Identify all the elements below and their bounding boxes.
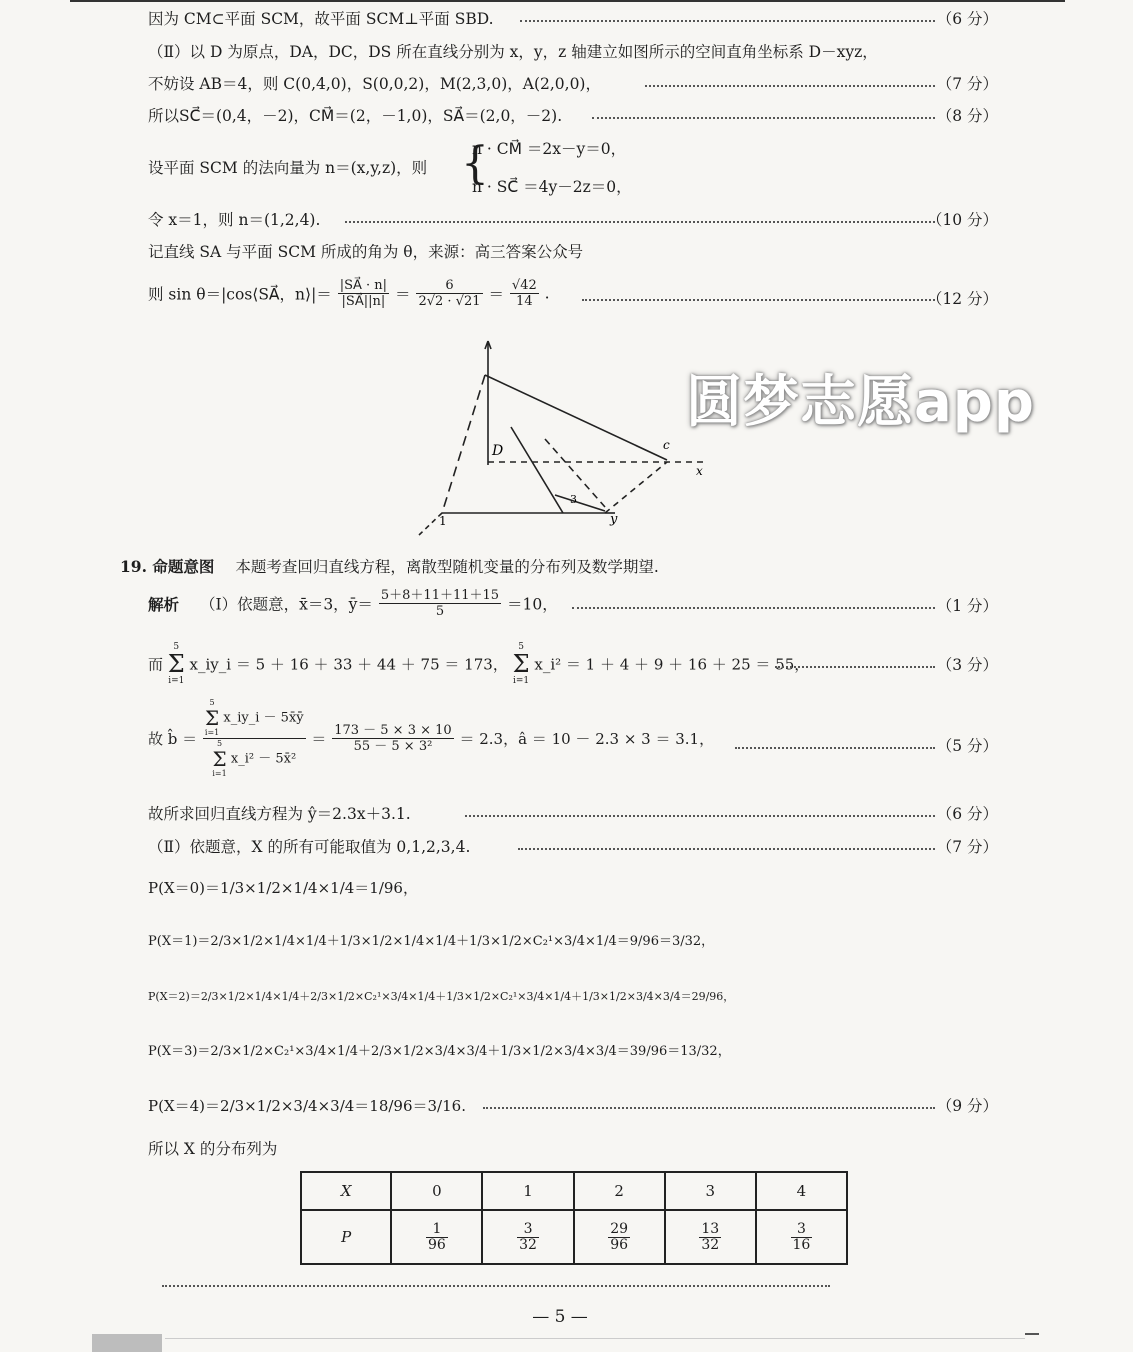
line-5: 设平面 SCM 的法向量为 n＝(x,y,z)，则 [148, 159, 428, 177]
line-7: 记直线 SA 与平面 SCM 所成的角为 θ，来源：高三答案公众号 [148, 243, 584, 261]
score-s3: （5 分） [936, 737, 998, 755]
sigma-icon: 5 Σ i=1 [204, 698, 220, 737]
fraction [608, 1222, 630, 1253]
numerator: 6 [416, 278, 482, 294]
dot-leader [592, 117, 935, 119]
top-rule [70, 0, 1065, 2]
score-p4: （9 分） [936, 1097, 998, 1115]
score-s2: （3 分） [936, 656, 998, 674]
label-d: D [492, 443, 504, 459]
table-row [301, 1172, 847, 1210]
watermark: 圆梦志愿app [686, 370, 1035, 435]
dot-leader [465, 815, 935, 817]
text: ＝10， [506, 595, 558, 614]
fraction [426, 1222, 448, 1253]
jiexi-label: 解析 [148, 594, 180, 614]
numerator: 29 [610, 1220, 629, 1237]
numerator: 3 [791, 1222, 813, 1238]
denominator: 16 [792, 1236, 811, 1253]
question-intent: 本题考查回归直线方程，离散型随机变量的分布列及数学期望. [235, 558, 659, 576]
system-eq-1: n · CM⃗ ＝2x－y＝0， [472, 140, 627, 158]
prob-x1: P(X＝1)＝2/3×1/2×1/4×1/4＋1/3×1/2×1/4×1/4＋1/3×1/2×C₂¹×3/4×1/4＝9/96＝3/32， [148, 934, 715, 949]
edge-sc [485, 375, 667, 460]
edge-sm [511, 427, 563, 513]
denominator: 2√2 · √21 [418, 294, 481, 309]
numerator: 1 [426, 1222, 448, 1238]
geometry-figure [405, 335, 715, 545]
text: 故 b̂ ＝ [148, 730, 198, 748]
sigma-icon: 5 Σ i=1 [212, 739, 227, 778]
line-1: 因为 CM⊂平面 SCM，故平面 SCM⊥平面 SBD. [148, 10, 494, 28]
denominator: 96 [610, 1236, 629, 1253]
fraction [517, 1222, 539, 1253]
table-cell [756, 1210, 847, 1264]
denominator: 14 [516, 294, 533, 309]
text: x_iy_i － 5x̄ȳ [223, 710, 304, 726]
footer-block [92, 1334, 162, 1352]
numerator [203, 698, 306, 739]
text: x_iy_i ＝ 5 ＋ 16 ＋ 33 ＋ 44 ＋ 75 ＝ 173， [189, 655, 508, 674]
fraction [203, 698, 306, 779]
score-s1: （1 分） [936, 597, 998, 615]
page-number: — 5 — [532, 1307, 588, 1327]
line-6: 令 x＝1，则 n＝(1,2,4). [148, 211, 321, 229]
score-4: （8 分） [936, 107, 998, 125]
dot-leader [483, 1107, 935, 1109]
prob-x4: P(X＝4)＝2/3×1/2×3/4×3/4＝18/96＝3/16. [148, 1097, 466, 1115]
dot-leader [520, 20, 935, 22]
label-y-end: y [610, 512, 618, 527]
footer-mark [1025, 1333, 1039, 1335]
fraction [416, 278, 482, 309]
table-cell: 2 [574, 1172, 665, 1210]
prob-x3: P(X＝3)＝2/3×1/2×C₂¹×3/4×1/4＋2/3×1/2×3/4×3/4＋1/3×1/2×3/4×3/4＝39/96＝13/32， [148, 1044, 731, 1059]
score-6: （10 分） [926, 211, 998, 229]
brace: { [461, 138, 489, 189]
distribution-intro: 所以 X 的分布列为 [148, 1140, 278, 1158]
line-4: 所以SC⃗＝(0,4，－2)，CM⃗＝(2，－1,0)，SA⃗＝(2,0，－2). [148, 107, 563, 125]
sin-lhs: 则 sin θ＝|cos⟨SA⃗，n⟩|＝ [148, 285, 332, 304]
dot-leader [735, 747, 935, 749]
line-2: （Ⅱ）以 D 为原点，DA，DC，DS 所在直线分别为 x，y，z 轴建立如图所示的空间直角坐标系 D－xyz， [148, 43, 878, 61]
label-1: 1 [439, 514, 447, 528]
line-3: 不妨设 AB＝4，则 C(0,4,0)，S(0,0,2)，M(2,3,0)，A(2,0,0)， [148, 75, 601, 93]
system-eq-2: n · SC⃗ ＝4y－2z＝0， [472, 178, 632, 196]
table-row [301, 1210, 847, 1264]
dot-leader [572, 607, 935, 609]
dot-leader [518, 848, 935, 850]
score-s4: （6 分） [936, 805, 998, 823]
dot-leader [645, 85, 935, 87]
bottom-divider [162, 1285, 830, 1287]
dot-leader [582, 299, 935, 301]
denominator: 96 [428, 1236, 446, 1253]
fraction [338, 278, 389, 309]
fraction [332, 723, 453, 754]
text: ＝ 2.3，â ＝ 10 － 2.3 × 3 ＝ 3.1， [459, 730, 715, 748]
denominator: 32 [701, 1236, 720, 1253]
line-8: 则 sin θ＝|cos⟨SA⃗，n⟩|＝ $\frac{|SA⃗ \cdot n|}{|SA⃗||n|}$ ＝ $\frac{6}{2√2 \cdot √21}$ ＝ $\frac{√42}{14}$ . [148, 278, 550, 309]
question-title: 19. 命题意图 [120, 557, 215, 576]
distribution-table [300, 1171, 848, 1265]
dot-leader [775, 666, 935, 668]
score-s5: （7 分） [936, 838, 998, 856]
table-header-p: P [301, 1210, 391, 1264]
numerator: 13 [701, 1220, 720, 1237]
score-3: （7 分） [936, 75, 998, 93]
text: x_i² ＝ 1 ＋ 4 ＋ 9 ＋ 16 ＋ 25 ＝ 55， [534, 655, 810, 674]
numerator: |SA⃗ · n| [339, 278, 388, 293]
text: （Ⅰ）依题意，x̄＝3，ȳ＝ [199, 595, 373, 614]
prob-x0: P(X＝0)＝1/3×1/2×1/4×1/4＝1/96， [148, 879, 418, 897]
solution-line-4: 故所求回归直线方程为 ŷ＝2.3x＋3.1. [148, 805, 411, 823]
score-1: （6 分） [936, 10, 998, 28]
table-cell: 3 [665, 1172, 756, 1210]
fraction [510, 278, 539, 309]
denominator: 5 [435, 604, 445, 619]
denominator: |SA⃗||n| [341, 294, 386, 309]
footer-rule [165, 1338, 1025, 1339]
question-19-header [120, 555, 659, 577]
prob-x2: P(X＝2)＝2/3×1/2×1/4×1/4＋2/3×1/2×C₂¹×3/4×1/4＋1/3×1/2×C₂¹×3/4×1/4＋1/3×1/2×3/4×3/4＝29/96， [148, 990, 735, 1003]
sigma-icon: 5 Σ i=1 [512, 642, 530, 686]
edge-sa [442, 375, 485, 513]
solution-line-2 [148, 642, 809, 686]
fraction [699, 1222, 721, 1253]
label-x-end: x [696, 464, 703, 478]
table-cell: 0 [391, 1172, 482, 1210]
table-cell: 4 [756, 1172, 847, 1210]
solution-line-5: （Ⅱ）依题意，X 的所有可能取值为 0,1,2,3,4. [148, 838, 471, 856]
denominator: 55 － 5 × 3² [353, 739, 433, 754]
numerator: 3 [517, 1222, 539, 1238]
label-3: 3 [570, 493, 577, 506]
fraction [379, 588, 501, 619]
text: x_i² － 5x̄² [230, 751, 297, 767]
fraction [791, 1222, 813, 1253]
numerator: √42 [511, 278, 537, 293]
table-cell [574, 1210, 665, 1264]
score-8: （12 分） [926, 290, 998, 308]
table-cell [665, 1210, 756, 1264]
label-c: c [663, 438, 670, 452]
table-header-x: X [301, 1172, 391, 1210]
edge-bc [605, 462, 667, 513]
table-cell [482, 1210, 573, 1264]
table-cell: 1 [482, 1172, 573, 1210]
solution-line-1 [148, 588, 558, 619]
numerator: 5＋8＋11＋11＋15 [380, 588, 500, 603]
denominator [203, 739, 306, 779]
sigma-icon: 5 Σ i=1 [167, 642, 185, 686]
table-cell [391, 1210, 482, 1264]
denominator: 32 [519, 1236, 537, 1253]
numerator: 173 － 5 × 3 × 10 [334, 723, 452, 738]
text: 而 [148, 655, 164, 674]
solution-line-3: 故 b̂ ＝ 5 Σ i=1 x_iy_i － 5x̄ȳ 5 Σ i=1 x_i² － 5x̄² ＝ $\frac{173 - 5 \times 3 \times 10}{\text{55 － 5 × 3²}}$ ＝ 2.3，â ＝ 10 － 2.3 × 3 ＝ 3.1， [148, 698, 715, 778]
dot-leader [345, 221, 935, 223]
